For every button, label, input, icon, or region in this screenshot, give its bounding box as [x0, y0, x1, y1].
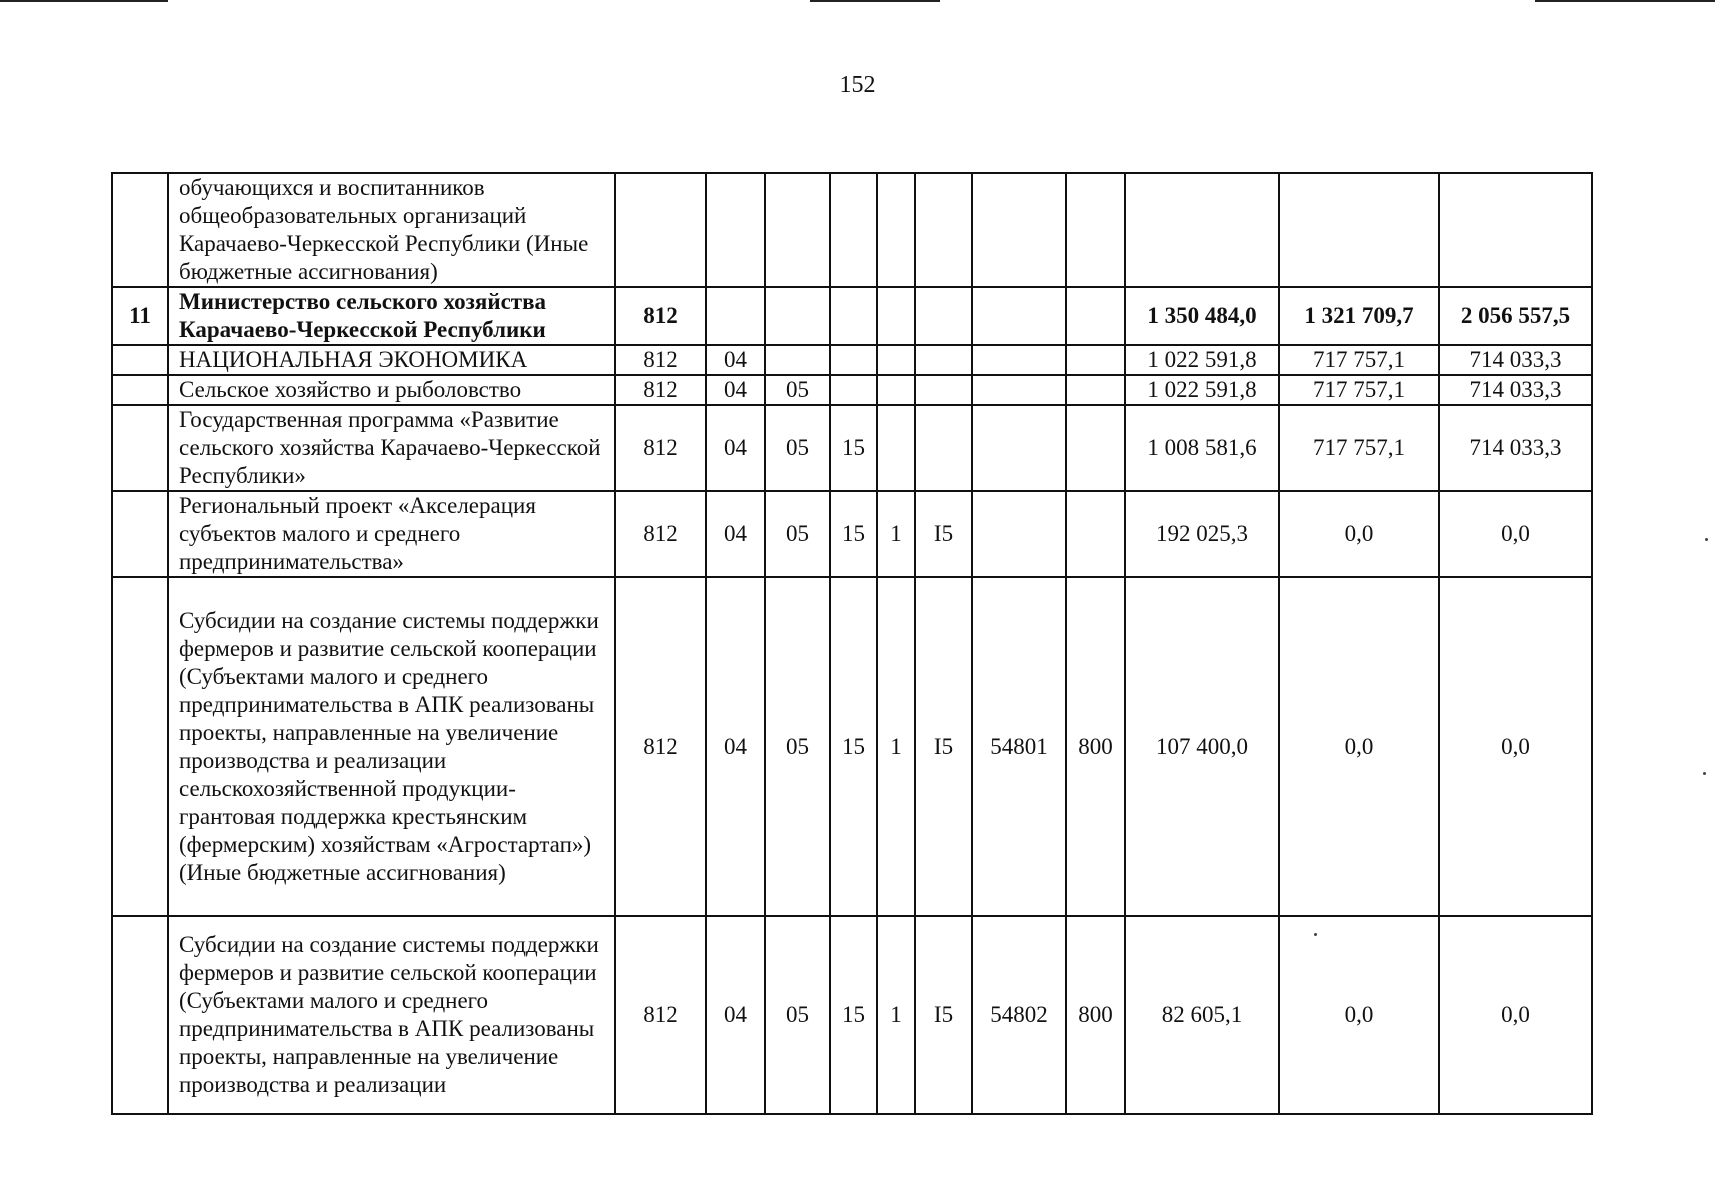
table-row — [112, 916, 1592, 1114]
program-code-cell: 15 — [830, 916, 877, 1114]
program-code-cell: 15 — [830, 491, 877, 577]
row-number-cell — [112, 405, 168, 491]
subprogram-code-cell — [877, 345, 915, 375]
subsection-code-cell — [765, 173, 830, 287]
project-code-cell: I5 — [915, 916, 972, 1114]
row-name-cell: Сельское хозяйство и рыболовство — [168, 375, 615, 405]
section-code-cell: 04 — [706, 375, 765, 405]
amount-year3-cell — [1439, 173, 1592, 287]
amount-year2-cell: 717 757,1 — [1279, 345, 1439, 375]
expense-type-cell — [1066, 345, 1125, 375]
subprogram-code-cell — [877, 375, 915, 405]
project-code-cell — [915, 173, 972, 287]
row-name-cell: Министерство сельского хозяйства Карачаево-Черкесской Республики — [168, 287, 615, 345]
program-code-cell: 15 — [830, 577, 877, 916]
row-number-cell — [112, 375, 168, 405]
section-code-cell: 04 — [706, 916, 765, 1114]
scan-edge-rule — [810, 0, 940, 2]
project-code-cell — [915, 287, 972, 345]
scan-edge-rule — [1535, 0, 1715, 2]
project-code-cell — [915, 375, 972, 405]
subsection-code-cell: 05 — [765, 916, 830, 1114]
amount-year3-cell: 714 033,3 — [1439, 405, 1592, 491]
expense-type-cell — [1066, 173, 1125, 287]
expense-type-cell: 800 — [1066, 916, 1125, 1114]
ved-code-cell: 812 — [615, 405, 706, 491]
ved-code-cell: 812 — [615, 916, 706, 1114]
project-code-cell: I5 — [915, 491, 972, 577]
expense-type-cell — [1066, 405, 1125, 491]
row-name-cell: Субсидии на создание системы поддержки фермеров и развитие сельской кооперации (Субъектами малого и среднего предпринимательства в АПК реализованы проекты, направленные на увеличение производства и реализации — [168, 916, 615, 1114]
subprogram-code-cell — [877, 405, 915, 491]
program-code-cell — [830, 173, 877, 287]
ved-code-cell — [615, 173, 706, 287]
row-name-cell: Региональный проект «Акселерация субъектов малого и среднего предпринимательства» — [168, 491, 615, 577]
direction-code-cell — [972, 287, 1066, 345]
program-code-cell: 15 — [830, 405, 877, 491]
subprogram-code-cell: 1 — [877, 916, 915, 1114]
direction-code-cell — [972, 405, 1066, 491]
amount-year1-cell: 1 008 581,6 — [1125, 405, 1279, 491]
section-code-cell: 04 — [706, 345, 765, 375]
amount-year2-cell: 0,0 — [1279, 491, 1439, 577]
section-code-cell — [706, 173, 765, 287]
table-row — [112, 405, 1592, 491]
page-number: 152 — [839, 72, 876, 98]
row-number-cell — [112, 916, 168, 1114]
section-code-cell — [706, 287, 765, 345]
row-name-cell: Государственная программа «Развитие сельского хозяйства Карачаево-Черкесской Республики» — [168, 405, 615, 491]
section-code-cell: 04 — [706, 405, 765, 491]
subsection-code-cell: 05 — [765, 405, 830, 491]
row-name-cell: НАЦИОНАЛЬНАЯ ЭКОНОМИКА — [168, 345, 615, 375]
amount-year2-cell: 1 321 709,7 — [1279, 287, 1439, 345]
row-number-cell — [112, 345, 168, 375]
table-row — [112, 491, 1592, 577]
subsection-code-cell — [765, 345, 830, 375]
budget-table — [111, 172, 1593, 1115]
program-code-cell — [830, 345, 877, 375]
amount-year1-cell: 1 022 591,8 — [1125, 345, 1279, 375]
ved-code-cell: 812 — [615, 345, 706, 375]
amount-year2-cell: 0,0 — [1279, 577, 1439, 916]
amount-year1-cell: 1 022 591,8 — [1125, 375, 1279, 405]
program-code-cell — [830, 287, 877, 345]
amount-year2-cell: 0,0 — [1279, 916, 1439, 1114]
project-code-cell — [915, 405, 972, 491]
program-code-cell — [830, 375, 877, 405]
section-code-cell: 04 — [706, 577, 765, 916]
row-name-cell: Субсидии на создание системы поддержки фермеров и развитие сельской кооперации (Субъектами малого и среднего предпринимательства в АПК реализованы проекты, направленные на увеличение производства и реализации сельскохозяйственной продукции-грантовая поддержка крестьянским (фермерским) хозяйствам «Агростартап») (Иные бюджетные ассигнования) — [168, 577, 615, 916]
amount-year1-cell — [1125, 173, 1279, 287]
amount-year1-cell: 1 350 484,0 — [1125, 287, 1279, 345]
scan-speck — [1703, 772, 1706, 775]
direction-code-cell — [972, 375, 1066, 405]
expense-type-cell — [1066, 491, 1125, 577]
project-code-cell: I5 — [915, 577, 972, 916]
subprogram-code-cell: 1 — [877, 491, 915, 577]
row-number-cell — [112, 173, 168, 287]
amount-year3-cell: 2 056 557,5 — [1439, 287, 1592, 345]
expense-type-cell: 800 — [1066, 577, 1125, 916]
row-number-cell: 11 — [112, 287, 168, 345]
budget-table-body — [112, 173, 1592, 1114]
subprogram-code-cell: 1 — [877, 577, 915, 916]
amount-year3-cell: 714 033,3 — [1439, 345, 1592, 375]
subsection-code-cell: 05 — [765, 491, 830, 577]
amount-year2-cell: 717 757,1 — [1279, 375, 1439, 405]
table-row — [112, 577, 1592, 916]
scan-edge-rule — [0, 0, 168, 2]
direction-code-cell — [972, 345, 1066, 375]
subprogram-code-cell — [877, 173, 915, 287]
project-code-cell — [915, 345, 972, 375]
direction-code-cell — [972, 491, 1066, 577]
direction-code-cell: 54802 — [972, 916, 1066, 1114]
amount-year2-cell: 717 757,1 — [1279, 405, 1439, 491]
row-name-cell: обучающихся и воспитанников общеобразовательных организаций Карачаево-Черкесской Республики (Иные бюджетные ассигнования) — [168, 173, 615, 287]
expense-type-cell — [1066, 287, 1125, 345]
amount-year2-cell — [1279, 173, 1439, 287]
row-number-cell — [112, 577, 168, 916]
direction-code-cell — [972, 173, 1066, 287]
subsection-code-cell: 05 — [765, 577, 830, 916]
amount-year3-cell: 0,0 — [1439, 577, 1592, 916]
amount-year3-cell: 0,0 — [1439, 916, 1592, 1114]
ved-code-cell: 812 — [615, 375, 706, 405]
row-number-cell — [112, 491, 168, 577]
table-row — [112, 345, 1592, 375]
direction-code-cell: 54801 — [972, 577, 1066, 916]
table-row — [112, 375, 1592, 405]
subsection-code-cell — [765, 287, 830, 345]
ved-code-cell: 812 — [615, 491, 706, 577]
table-row — [112, 287, 1592, 345]
section-code-cell: 04 — [706, 491, 765, 577]
amount-year3-cell: 0,0 — [1439, 491, 1592, 577]
subprogram-code-cell — [877, 287, 915, 345]
table-row — [112, 173, 1592, 287]
amount-year1-cell: 82 605,1 — [1125, 916, 1279, 1114]
subsection-code-cell: 05 — [765, 375, 830, 405]
amount-year1-cell: 192 025,3 — [1125, 491, 1279, 577]
amount-year3-cell: 714 033,3 — [1439, 375, 1592, 405]
amount-year1-cell: 107 400,0 — [1125, 577, 1279, 916]
scan-speck — [1705, 538, 1708, 541]
ved-code-cell: 812 — [615, 577, 706, 916]
expense-type-cell — [1066, 375, 1125, 405]
ved-code-cell: 812 — [615, 287, 706, 345]
